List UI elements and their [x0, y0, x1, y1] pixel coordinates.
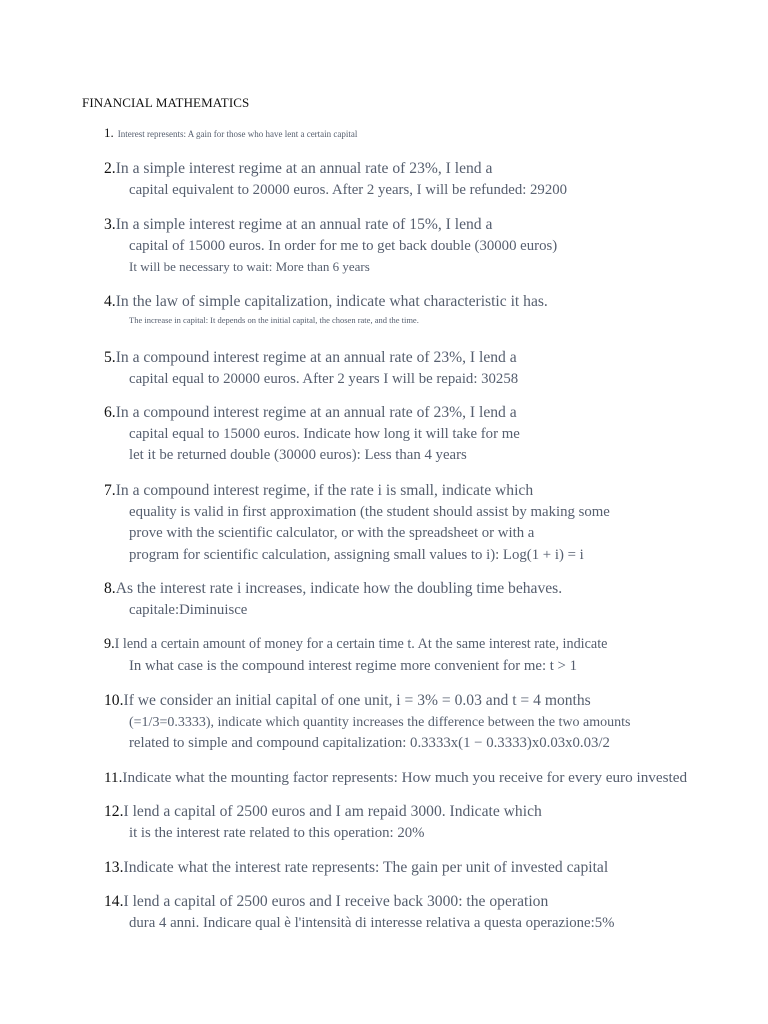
question-text: It will be necessary to wait: More than 6 years	[129, 259, 370, 274]
question-text: program for scientific calculation, assigning small values to i): Log(1 + i) = i	[129, 546, 584, 563]
question-2	[104, 158, 567, 201]
question-1	[104, 124, 357, 142]
question-number: 8.	[104, 580, 116, 597]
question-text: In the law of simple capitalization, indicate what characteristic it has.	[115, 293, 548, 310]
question-number: 9.	[104, 636, 115, 652]
question-14	[104, 891, 614, 934]
question-number: 14.	[104, 893, 124, 910]
question-10	[104, 690, 630, 755]
question-text: capital equivalent to 20000 euros. After 2 years, I will be refunded: 29200	[129, 181, 568, 198]
question-text: Indicate what the mounting factor represents: How much you receive for every euro invested	[122, 769, 688, 786]
question-text: Indicate what the interest rate represents: The gain per unit of invested capital	[123, 859, 609, 876]
question-text: prove with the scientific calculator, or with the spreadsheet or with a	[129, 525, 535, 541]
question-text: In a compound interest regime at an annual rate of 23%, I lend a	[115, 349, 517, 366]
question-12	[104, 801, 542, 844]
question-8	[104, 578, 562, 621]
question-text: capital of 15000 euros. In order for me to get back double (30000 euros)	[129, 237, 558, 254]
question-text: Interest represents: A gain for those who have lent a certain capital	[117, 129, 358, 139]
question-number: 13.	[104, 859, 124, 876]
question-text: equality is valid in first approximation (the student should assist by making some	[129, 503, 610, 520]
question-text: I lend a certain amount of money for a certain time t. At the same interest rate, indicate	[114, 636, 608, 652]
question-text: In a compound interest regime, if the rate i is small, indicate which	[115, 482, 534, 499]
question-6	[104, 402, 520, 467]
question-number: 1.	[104, 125, 114, 140]
question-number: 4.	[104, 293, 116, 310]
question-number: 6.	[104, 404, 116, 421]
question-text: capitale:Diminuisce	[129, 601, 248, 618]
question-11	[104, 767, 687, 789]
question-text: let it be returned double (30000 euros): Less than 4 years	[129, 447, 467, 463]
question-text: In a compound interest regime at an annual rate of 23%, I lend a	[115, 404, 517, 421]
question-text: capital equal to 20000 euros. After 2 years I will be repaid: 30258	[129, 370, 519, 387]
question-text: In a simple interest regime at an annual rate of 23%, I lend a	[115, 160, 493, 177]
question-text: dura 4 anni. Indicare qual è l'intensità di interesse relativa a questa operazione:5%	[129, 914, 615, 931]
question-text: I lend a capital of 2500 euros and I receive back 3000: the operation	[123, 893, 549, 910]
question-text: If we consider an initial capital of one unit, i = 3% = 0.03 and t = 4 months	[123, 692, 591, 709]
question-7	[104, 480, 610, 566]
question-text: As the interest rate i increases, indicate how the doubling time behaves.	[115, 580, 563, 597]
question-9	[104, 634, 607, 677]
question-text: (=1/3=0.3333), indicate which quantity increases the difference between the two amounts	[129, 714, 631, 730]
question-3	[104, 214, 557, 277]
question-number: 5.	[104, 349, 116, 366]
question-text: I lend a capital of 2500 euros and I am repaid 3000. Indicate which	[123, 803, 542, 820]
question-text: The increase in capital: It depends on the initial capital, the chosen rate, and the time.	[129, 314, 419, 325]
question-4	[104, 291, 548, 327]
question-number: 11.	[104, 769, 123, 786]
question-13	[104, 857, 608, 879]
question-number: 10.	[104, 692, 124, 709]
question-number: 7.	[104, 482, 116, 499]
question-number: 3.	[104, 216, 116, 233]
question-5	[104, 347, 518, 390]
question-text: related to simple and compound capitalization: 0.3333x(1 − 0.3333)x0.03x0.03/2	[129, 735, 610, 751]
question-text: In what case is the compound interest regime more convenient for me: t > 1	[129, 657, 578, 674]
question-number: 2.	[104, 160, 116, 177]
document-title: FINANCIAL MATHEMATICS	[82, 95, 250, 110]
question-text: In a simple interest regime at an annual rate of 15%, I lend a	[115, 216, 493, 233]
question-text: capital equal to 15000 euros. Indicate how long it will take for me	[129, 425, 520, 442]
question-number: 12.	[104, 803, 124, 820]
question-text: it is the interest rate related to this operation: 20%	[129, 824, 425, 841]
